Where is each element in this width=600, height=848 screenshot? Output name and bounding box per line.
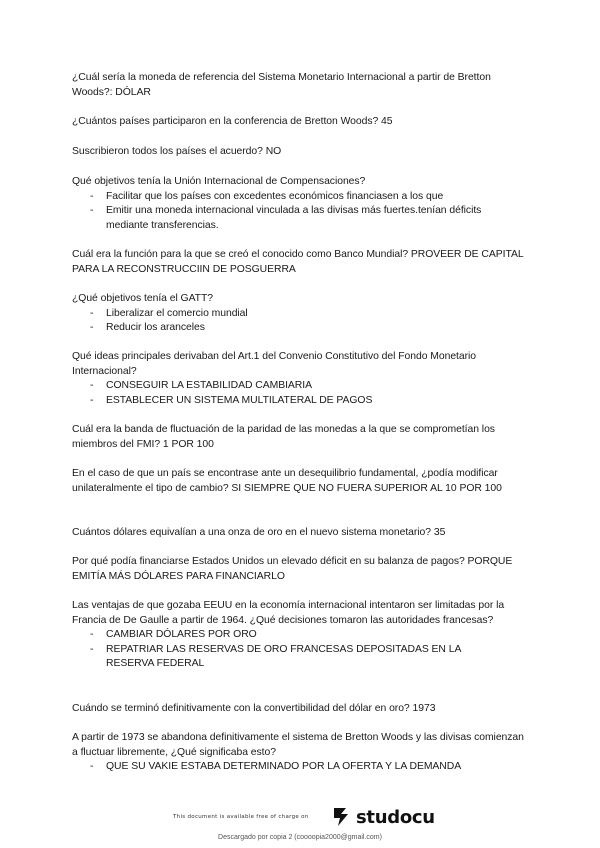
bullet-list — [72, 379, 532, 408]
footer-note: This document is available free of charge on — [173, 814, 309, 820]
bullet-item: - CAMBIAR DÓLARES POR ORO — [72, 628, 532, 643]
qa-item-6 — [72, 292, 532, 336]
question-text: Qué objetivos tenía la Unión Internacional de Compensaciones? — [72, 176, 366, 187]
qa-item-1 — [72, 71, 532, 100]
download-notice: Descargado por copia 2 (coooopia2000@gmail.com) — [218, 834, 382, 841]
question-text: ¿Cuál sería la moneda de referencia del Sistema Monetario Internacional a partir de Bretton Woods?: DÓLAR — [72, 72, 491, 98]
question-text: Suscribieron todos los países el acuerdo? NO — [72, 146, 282, 157]
question-text: A partir de 1973 se abandona definitivamente el sistema de Bretton Woods y las divisas comienzan a fluctuar libremente, ¿Qué significaba esto? — [72, 732, 524, 758]
bullet-item: - Facilitar que los países con excedentes económicos financiasen a los que — [72, 190, 532, 205]
qa-item-12 — [72, 599, 532, 672]
question-text: Las ventajas de que gozaba EEUU en la economía internacional intentaron ser limitadas por la Francia de De Gaulle a partir de 1964. ¿Qué decisiones tomaron las autoridades francesas? — [72, 600, 505, 626]
qa-item-14 — [72, 731, 532, 775]
bullet-list — [72, 760, 532, 775]
question-text: Cuál era la función para la que se creó el conocido como Banco Mundial? PROVEER DE CAPITAL PARA LA RECONSTRUCCIIN DE POSGUERRA — [72, 249, 524, 275]
question-text: Por qué podía financiarse Estados Unidos un elevado déficit en su balanza de pagos? PORQUE EMITÍA MÁS DÓLARES PARA FINANCIARLO — [72, 556, 513, 582]
bullet-item: - Reducir los aranceles — [72, 321, 532, 336]
qa-item-9 — [72, 467, 532, 496]
footer-branding — [0, 806, 600, 830]
qa-item-3 — [72, 145, 532, 160]
bullet-item: - REPATRIAR LAS RESERVAS DE ORO FRANCESAS DEPOSITADAS EN LA RESERVA FEDERAL — [72, 643, 532, 672]
qa-item-10 — [72, 526, 532, 541]
question-text: Cuántos dólares equivalían a una onza de oro en el nuevo sistema monetario? 35 — [72, 527, 446, 538]
bullet-item: - CONSEGUIR LA ESTABILIDAD CAMBIARIA — [72, 379, 532, 394]
bullet-item: - ESTABLECER UN SISTEMA MULTILATERAL DE PAGOS — [72, 394, 532, 409]
question-text: Cuándo se terminó definitivamente con la convertibilidad del dólar en oro? 1973 — [72, 703, 436, 714]
question-text: En el caso de que un país se encontrase ante un desequilibrio fundamental, ¿podía modificar unilateralmente el tipo de cambio? SI SIEMPRE QUE NO FUERA SUPERIOR AL 10 POR 100 — [72, 468, 502, 494]
question-text: ¿Cuántos países participaron en la conferencia de Bretton Woods? 45 — [72, 116, 393, 127]
qa-item-11 — [72, 555, 532, 584]
qa-item-4 — [72, 175, 532, 233]
bullet-item: - Liberalizar el comercio mundial — [72, 307, 532, 322]
qa-item-8 — [72, 423, 532, 452]
qa-item-5 — [72, 248, 532, 277]
question-text: Cuál era la banda de fluctuación de la paridad de las monedas a la que se comprometían los miembros del FMI? 1 POR 100 — [72, 424, 495, 450]
bullet-list — [72, 190, 532, 234]
question-text: Qué ideas principales derivaban del Art.1 del Convenio Constitutivo del Fondo Monetario Internacional? — [72, 351, 477, 377]
studocu-logo-icon — [330, 806, 352, 828]
qa-item-13 — [72, 702, 532, 717]
bullet-item: - Emitir una moneda internacional vinculada a las divisas más fuertes.tenían déficits mediante transferencias. — [72, 204, 532, 233]
qa-item-2 — [72, 115, 532, 130]
qa-item-7 — [72, 350, 532, 408]
bullet-list — [72, 307, 532, 336]
bullet-item: - QUE SU VAKIE ESTABA DETERMINADO POR LA OFERTA Y LA DEMANDA — [72, 760, 532, 775]
bullet-list — [72, 628, 532, 672]
studocu-logo-text[interactable]: studocu — [356, 807, 435, 828]
question-text: ¿Qué objetivos tenía el GATT? — [72, 293, 214, 304]
